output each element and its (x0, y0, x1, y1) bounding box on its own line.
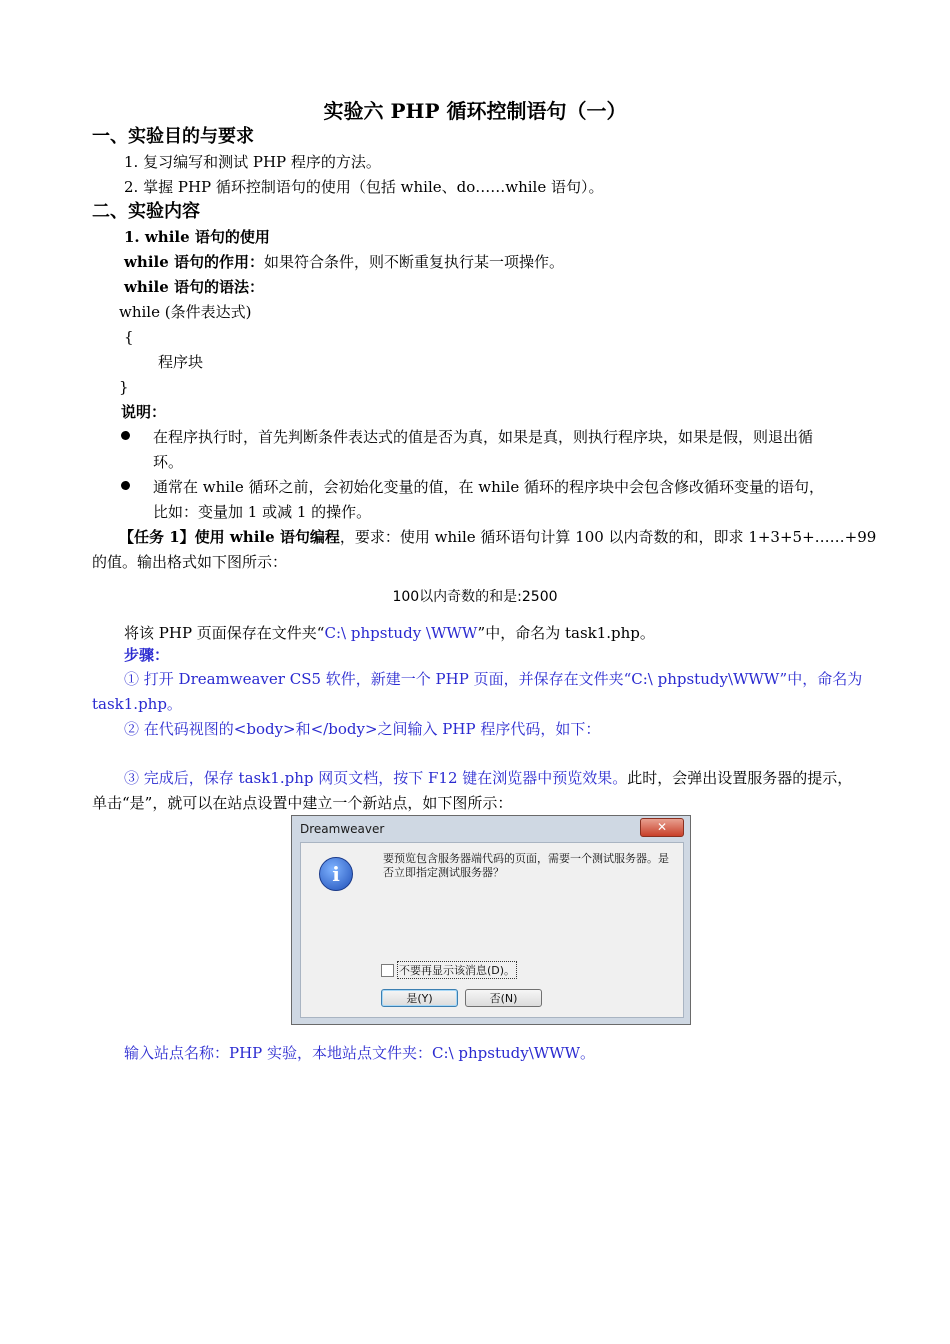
section-heading-content: 二、实验内容 (92, 201, 200, 222)
page-title: 实验六 PHP 循环控制语句（一） (323, 99, 627, 123)
steps-label: 步骤： (124, 646, 170, 664)
code-line-2: { (124, 328, 134, 346)
checkbox-box[interactable] (381, 964, 394, 977)
bullet-2-dot (121, 481, 130, 490)
note-label: 说明： (121, 403, 167, 421)
output-sample: 100以内奇数的和是:2500 (392, 589, 558, 605)
bullet-1-line-2: 环。 (153, 453, 184, 471)
while-purpose (124, 252, 564, 272)
step-2: ② 在代码视图的<body>和</body>之间输入 PHP 程序代码，如下： (124, 720, 601, 738)
bullet-1-line-1: 在程序执行时，首先判断条件表达式的值是否为真，如果是真，则执行程序块，如果是假，则退出循 (153, 428, 814, 446)
close-icon[interactable]: ✕ (640, 818, 684, 837)
task-1-label: 【任务 1】使用 while 语句编程 (119, 528, 340, 546)
bullet-2-line-2: 比如：变量加 1 或减 1 的操作。 (153, 503, 372, 521)
step-3-line-2: 单击“是”，就可以在站点设置中建立一个新站点，如下图所示： (92, 794, 513, 812)
step-3-blue: ③ 完成后，保存 task1.php 网页文档，按下 F12 键在浏览器中预览效果。 (124, 769, 628, 787)
section-heading-objectives: 一、实验目的与要求 (92, 126, 254, 147)
dialog-body (300, 842, 684, 1018)
bullet-2-line-1: 通常在 while 循环之前，会初始化变量的值，在 while 循环的程序块中会包含修改循环变量的语句， (153, 478, 825, 496)
save-post: ”中，命名为 task1.php。 (477, 624, 655, 642)
save-instruction (124, 623, 655, 643)
dialog-message: 要预览包含服务器端代码的页面，需要一个测试服务器。是否立即指定测试服务器？ (383, 852, 669, 879)
subheading-while: 1. while 语句的使用 (124, 228, 270, 246)
save-pre: 将该 PHP 页面保存在文件夹“ (124, 624, 325, 642)
while-syntax-label: while 语句的语法： (124, 278, 264, 296)
while-purpose-label: while 语句的作用： (124, 253, 264, 271)
final-instruction: 输入站点名称：PHP 实验，本地站点文件夹：C:\ phpstudy\WWW。 (124, 1044, 596, 1062)
task-1-line-2: 的值。输出格式如下图所示： (92, 553, 288, 571)
yes-button[interactable]: 是(Y) (381, 989, 458, 1007)
code-line-3: 程序块 (158, 353, 204, 371)
checkbox-label: 不要再显示该消息(D)。 (397, 961, 517, 979)
task-1-line-1 (119, 527, 876, 547)
no-button[interactable]: 否(N) (465, 989, 542, 1007)
while-purpose-text: 如果符合条件，则不断重复执行某一项操作。 (263, 253, 564, 271)
step-3-line-1 (124, 768, 852, 788)
dreamweaver-dialog (291, 815, 691, 1025)
objective-item-2: 2. 掌握 PHP 循环控制语句的使用（包括 while、do……while 语句）。 (124, 178, 604, 196)
dont-show-again-checkbox[interactable] (381, 961, 517, 979)
code-line-4: } (119, 378, 129, 396)
save-path: C:\ phpstudy \WWW (324, 624, 478, 642)
info-icon: i (319, 857, 353, 891)
dialog-title: Dreamweaver (300, 822, 385, 836)
step-1-line-2: task1.php。 (92, 695, 182, 713)
step-3-black: 此时，会弹出设置服务器的提示， (627, 769, 853, 787)
step-1-line-1: ① 打开 Dreamweaver CS5 软件，新建一个 PHP 页面，并保存在文件夹“C:\ phpstudy\WWW”中，命名为 (124, 670, 863, 688)
objective-item-1: 1. 复习编写和测试 PHP 程序的方法。 (124, 153, 381, 171)
code-line-1: while (条件表达式) (119, 303, 252, 321)
task-1-text: ，要求：使用 while 循环语句计算 100 以内奇数的和，即求 1+3+5+……+99 (339, 528, 877, 546)
bullet-1-dot (121, 431, 130, 440)
